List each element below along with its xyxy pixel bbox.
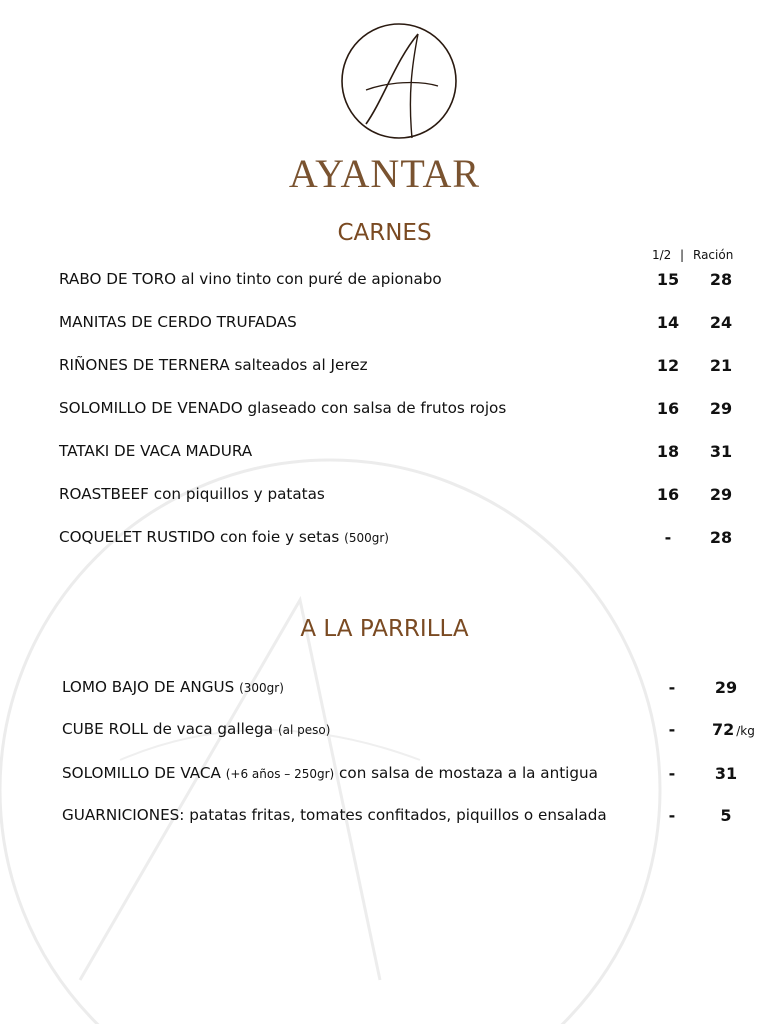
price-full: 29	[714, 678, 738, 697]
item-desc: patatas fritas, tomates confitados, piquillos o ensalada	[189, 806, 607, 824]
price-half: 12	[656, 356, 680, 375]
price-half: -	[668, 678, 676, 697]
item-desc: al vino tinto con puré de apionabo	[180, 270, 442, 288]
menu-item	[0, 528, 769, 552]
item-name: RABO DE TORO	[59, 270, 177, 288]
price-full: 29	[709, 485, 733, 504]
price-half: -	[664, 528, 672, 547]
item-note: (500gr)	[344, 531, 389, 545]
item-name: SOLOMILLO DE VENADO	[59, 399, 243, 417]
menu-item	[0, 764, 769, 788]
item-desc: salteados al Jerez	[234, 356, 368, 374]
price-full: 28	[709, 270, 733, 289]
item-name: LOMO BAJO DE ANGUS	[62, 678, 235, 696]
price-half: 18	[656, 442, 680, 461]
menu-item	[0, 442, 769, 466]
item-note: (300gr)	[239, 681, 284, 695]
column-header-half: 1/2	[652, 248, 672, 262]
menu-item	[0, 313, 769, 337]
price-full: 31	[709, 442, 733, 461]
price-full: 21	[709, 356, 733, 375]
column-header-separator: |	[680, 248, 685, 262]
item-name: ROASTBEEF	[59, 485, 149, 503]
price-unit: /kg	[736, 724, 755, 738]
item-note: (+6 años – 250gr)	[225, 767, 335, 781]
price-half: -	[668, 720, 676, 739]
menu-item	[0, 485, 769, 509]
item-desc: de vaca gallega	[152, 720, 274, 738]
menu-item	[0, 399, 769, 423]
price-half: 16	[656, 399, 680, 418]
item-name: RIÑONES DE TERNERA	[59, 356, 230, 374]
item-desc: con piquillos y patatas	[153, 485, 325, 503]
menu-item	[0, 270, 769, 294]
item-name: SOLOMILLO DE VACA	[62, 764, 221, 782]
price-full: 24	[709, 313, 733, 332]
price-half: -	[668, 764, 676, 783]
item-desc: glaseado con salsa de frutos rojos	[247, 399, 507, 417]
price-half: 14	[656, 313, 680, 332]
menu-item	[0, 678, 769, 702]
item-name: COQUELET RUSTIDO	[59, 528, 216, 546]
menu-item	[0, 806, 769, 830]
brand-logo	[338, 20, 460, 142]
item-name: MANITAS DE CERDO TRUFADAS	[59, 313, 297, 331]
menu-item	[0, 356, 769, 380]
price-full: 28	[709, 528, 733, 547]
price-full: 29	[709, 399, 733, 418]
item-note: (al peso)	[277, 723, 331, 737]
price-full: 5	[720, 806, 732, 825]
price-half: 15	[656, 270, 680, 289]
price-full	[712, 720, 768, 739]
menu-item	[0, 720, 769, 744]
column-header-full: Ración	[693, 248, 734, 262]
section-title-parrilla: A LA PARRILLA	[300, 616, 469, 642]
price-half: -	[668, 806, 676, 825]
price-half: 16	[656, 485, 680, 504]
item-desc: con foie y setas	[219, 528, 340, 546]
item-desc: con salsa de mostaza a la antigua	[339, 764, 598, 782]
brand-name: AYANTAR	[288, 151, 481, 196]
price-full: 31	[714, 764, 738, 783]
item-name: TATAKI DE VACA MADURA	[59, 442, 253, 460]
price-value: 72	[712, 720, 735, 739]
item-name: GUARNICIONES:	[62, 806, 185, 824]
section-title-carnes: CARNES	[337, 220, 432, 246]
item-name: CUBE ROLL	[62, 720, 148, 738]
